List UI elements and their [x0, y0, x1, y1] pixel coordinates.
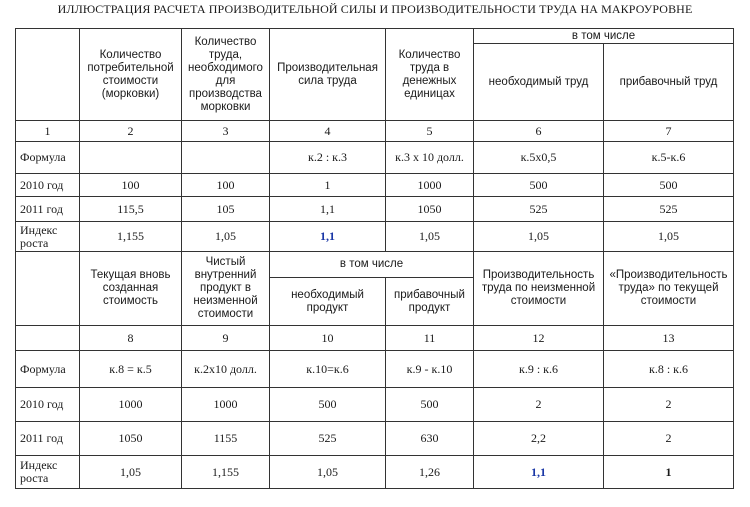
col-number: 4 [270, 121, 386, 142]
table-row [16, 351, 734, 388]
header-col-5: Количество труда в денежных единицах [386, 29, 474, 121]
col-number: 7 [604, 121, 734, 142]
column-numbers-bottom [16, 326, 734, 351]
table-cell: 1,155 [182, 456, 270, 489]
table-cell: к.2 : к.3 [270, 142, 386, 174]
table-row [16, 222, 734, 252]
column-numbers-top [16, 121, 734, 142]
table-cell: 1000 [182, 388, 270, 422]
table-cell: к.3 х 10 долл. [386, 142, 474, 174]
table-cell: 2 [474, 388, 604, 422]
table-cell [80, 142, 182, 174]
row-label: 2011 год [16, 197, 80, 222]
table-row [16, 174, 734, 197]
col-number: 12 [474, 326, 604, 351]
row-label: Формула [16, 351, 80, 388]
table-cell: 500 [474, 174, 604, 197]
header-col-2: Количество потребительной стоимости (морковки) [80, 29, 182, 121]
row-label: Формула [16, 142, 80, 174]
col-number: 8 [80, 326, 182, 351]
header-corner [16, 252, 80, 326]
table-cell: 2 [604, 388, 734, 422]
table-cell [182, 142, 270, 174]
header-col-4: Производительная сила труда [270, 29, 386, 121]
table-cell: 1,05 [182, 222, 270, 252]
table-row [16, 197, 734, 222]
row-label: Индекс роста [16, 456, 80, 489]
table-cell: 1,1 [270, 197, 386, 222]
table-cell: к.8 = к.5 [80, 351, 182, 388]
row-label: Индекс роста [16, 222, 80, 252]
header-col-7: прибавочный труд [604, 44, 734, 121]
table-cell: 100 [80, 174, 182, 197]
table-cell: 2 [604, 422, 734, 456]
table-cell: 105 [182, 197, 270, 222]
table-cell: 525 [604, 197, 734, 222]
table-cell: 630 [386, 422, 474, 456]
col-number: 6 [474, 121, 604, 142]
table-cell: к.9 - к.10 [386, 351, 474, 388]
table-row [16, 456, 734, 489]
table-cell: 1,05 [386, 222, 474, 252]
document-title: ИЛЛЮСТРАЦИЯ РАСЧЕТА ПРОИЗВОДИТЕЛЬНОЙ СИЛЫ И ПРОИЗВОДИТЕЛЬНОСТИ ТРУДА НА МАКРОУРОВНЕ [57, 2, 693, 16]
table-cell-bold: 1 [604, 456, 734, 489]
table-cell: 500 [604, 174, 734, 197]
table-cell: 1050 [80, 422, 182, 456]
table-row [16, 422, 734, 456]
table-cell: 1,155 [80, 222, 182, 252]
header-corner [16, 29, 80, 121]
table-cell: к.10=к.6 [270, 351, 386, 388]
col-number: 9 [182, 326, 270, 351]
table-cell: 500 [386, 388, 474, 422]
header-col-11: прибавочный продукт [386, 278, 474, 326]
header-group-bottom: в том числе [270, 252, 474, 278]
table-cell: 1,05 [604, 222, 734, 252]
header-col-3: Количество труда, необходимого для производства морковки [182, 29, 270, 121]
table-cell: к.8 : к.6 [604, 351, 734, 388]
col-number: 13 [604, 326, 734, 351]
row-label: 2011 год [16, 422, 80, 456]
table-cell: к.5-к.6 [604, 142, 734, 174]
col-number: 3 [182, 121, 270, 142]
table-row [16, 388, 734, 422]
table-cell: 1 [270, 174, 386, 197]
productivity-table [15, 28, 734, 489]
col-number: 2 [80, 121, 182, 142]
table-cell: 1050 [386, 197, 474, 222]
col-number: 5 [386, 121, 474, 142]
col-number-empty [16, 326, 80, 351]
table-cell: 115,5 [80, 197, 182, 222]
table-cell: 1,05 [80, 456, 182, 489]
table-row [16, 142, 734, 174]
table-cell: 2,2 [474, 422, 604, 456]
table-cell: 500 [270, 388, 386, 422]
table-cell: 525 [270, 422, 386, 456]
col-number: 11 [386, 326, 474, 351]
table-cell-highlight: 1,1 [270, 222, 386, 252]
table-cell-highlight: 1,1 [474, 456, 604, 489]
header-col-6: необходимый труд [474, 44, 604, 121]
table-cell: 525 [474, 197, 604, 222]
col-number: 10 [270, 326, 386, 351]
table-cell: 1,05 [270, 456, 386, 489]
header-col-8: Текущая вновь созданная стоимость [80, 252, 182, 326]
header-group-top: в том числе [474, 29, 734, 44]
table-cell: к.2х10 долл. [182, 351, 270, 388]
header-col-10: необходимый продукт [270, 278, 386, 326]
table-cell: 100 [182, 174, 270, 197]
table-cell: 1000 [80, 388, 182, 422]
table-cell: к.9 : к.6 [474, 351, 604, 388]
table-cell: к.5х0,5 [474, 142, 604, 174]
table-cell: 1,26 [386, 456, 474, 489]
header-col-9: Чистый внутренний продукт в неизменной стоимости [182, 252, 270, 326]
header-col-13: «Производительность труда» по текущей стоимости [604, 252, 734, 326]
row-label: 2010 год [16, 388, 80, 422]
header-col-12: Производительность труда по неизменной стоимости [474, 252, 604, 326]
table-cell: 1155 [182, 422, 270, 456]
row-label: 2010 год [16, 174, 80, 197]
table-cell: 1000 [386, 174, 474, 197]
col-number: 1 [16, 121, 80, 142]
table-cell: 1,05 [474, 222, 604, 252]
